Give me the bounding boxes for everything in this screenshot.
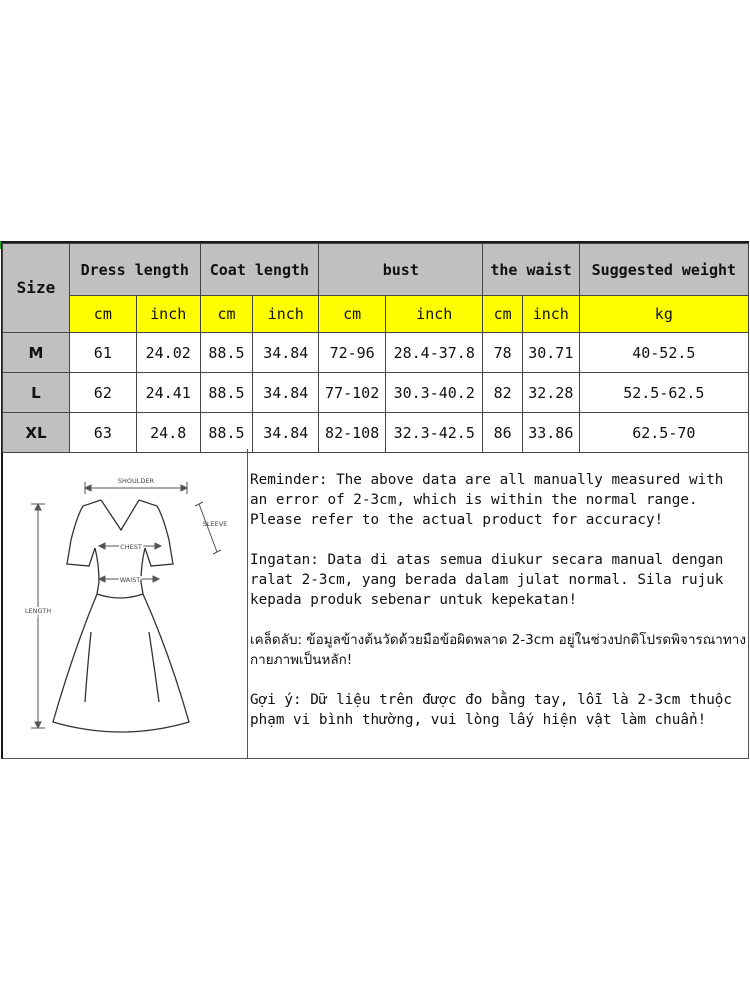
data-cell: 62 [69,373,136,413]
unit-cell: cm [200,296,253,333]
data-cell: 82 [483,373,523,413]
unit-cell: kg [579,296,748,333]
data-cell: 34.84 [253,373,319,413]
unit-cell: cm [319,296,386,333]
note-english: Reminder: The above data are all manually measured with an error of 2-3cm, which is within the normal range. Please refer to the actual product for accuracy! [250,472,724,528]
data-cell: 86 [483,413,523,453]
data-cell: 24.8 [136,413,200,453]
table-row [3,373,749,413]
data-cell: 24.02 [136,333,200,373]
notes-panel [250,470,747,750]
unit-row [3,296,749,333]
size-label: L [3,373,70,413]
data-cell: 88.5 [200,373,253,413]
data-cell: 40-52.5 [579,333,748,373]
waist-label: WAIST [119,576,141,584]
section-divider [247,449,248,759]
note-malay: Ingatan: Data di atas semua diukur secara manual dengan ralat 2-3cm, yang berada dalam julat normal. Sila rujuk kepada produk sebenar untuk kepekatan! [250,552,724,608]
data-cell: 30.3-40.2 [386,373,483,413]
table-header-row [3,244,749,296]
header-waist: the waist [483,244,579,296]
data-cell: 34.84 [253,333,319,373]
unit-cell: inch [136,296,200,333]
data-cell: 63 [69,413,136,453]
header-bust: bust [319,244,483,296]
table-row [3,333,749,373]
length-label: LENGTH [24,607,52,615]
data-cell: 33.86 [522,413,579,453]
data-cell: 61 [69,333,136,373]
data-cell: 32.3-42.5 [386,413,483,453]
unit-cell: inch [386,296,483,333]
header-size: Size [3,244,70,333]
unit-cell: inch [522,296,579,333]
header-dress-length: Dress length [69,244,200,296]
data-cell: 78 [483,333,523,373]
data-cell: 72-96 [319,333,386,373]
size-label: XL [3,413,70,453]
table-row [3,413,749,453]
unit-cell: inch [253,296,319,333]
header-coat-length: Coat length [200,244,319,296]
sleeve-label: SLEEVE [202,520,228,528]
shoulder-label: SHOULDER [117,477,155,485]
data-cell: 82-108 [319,413,386,453]
data-cell: 62.5-70 [579,413,748,453]
data-cell: 88.5 [200,333,253,373]
length-arrow-icon [31,504,45,728]
data-cell: 24.41 [136,373,200,413]
data-cell: 32.28 [522,373,579,413]
data-cell: 88.5 [200,413,253,453]
section-border [748,449,749,759]
unit-cell: cm [69,296,136,333]
chest-label: CHEST [120,543,142,551]
data-cell: 52.5-62.5 [579,373,748,413]
data-cell: 30.71 [522,333,579,373]
note-thai: เคล็ดลับ: ข้อมูลข้างต้นวัดด้วยมือข้อผิดพลาด 2-3cm อยู่ในช่วงปกติโปรดพิจารณาทางกายภาพเป็นหลัก! [250,632,746,668]
sleeve-arrow-icon [195,502,221,554]
dress-measurement-diagram [3,452,246,757]
data-cell: 34.84 [253,413,319,453]
header-suggested-weight: Suggested weight [579,244,748,296]
data-cell: 77-102 [319,373,386,413]
data-cell: 28.4-37.8 [386,333,483,373]
size-label: M [3,333,70,373]
size-table [2,243,749,453]
note-vietnamese: Gợi ý: Dữ liệu trên được đo bằng tay, lỗi là 2-3cm thuộc phạm vi bình thường, vui lòng lấy hiện vật làm chuẩn! [250,692,733,728]
dress-outline-icon [53,500,189,732]
unit-cell: cm [483,296,523,333]
